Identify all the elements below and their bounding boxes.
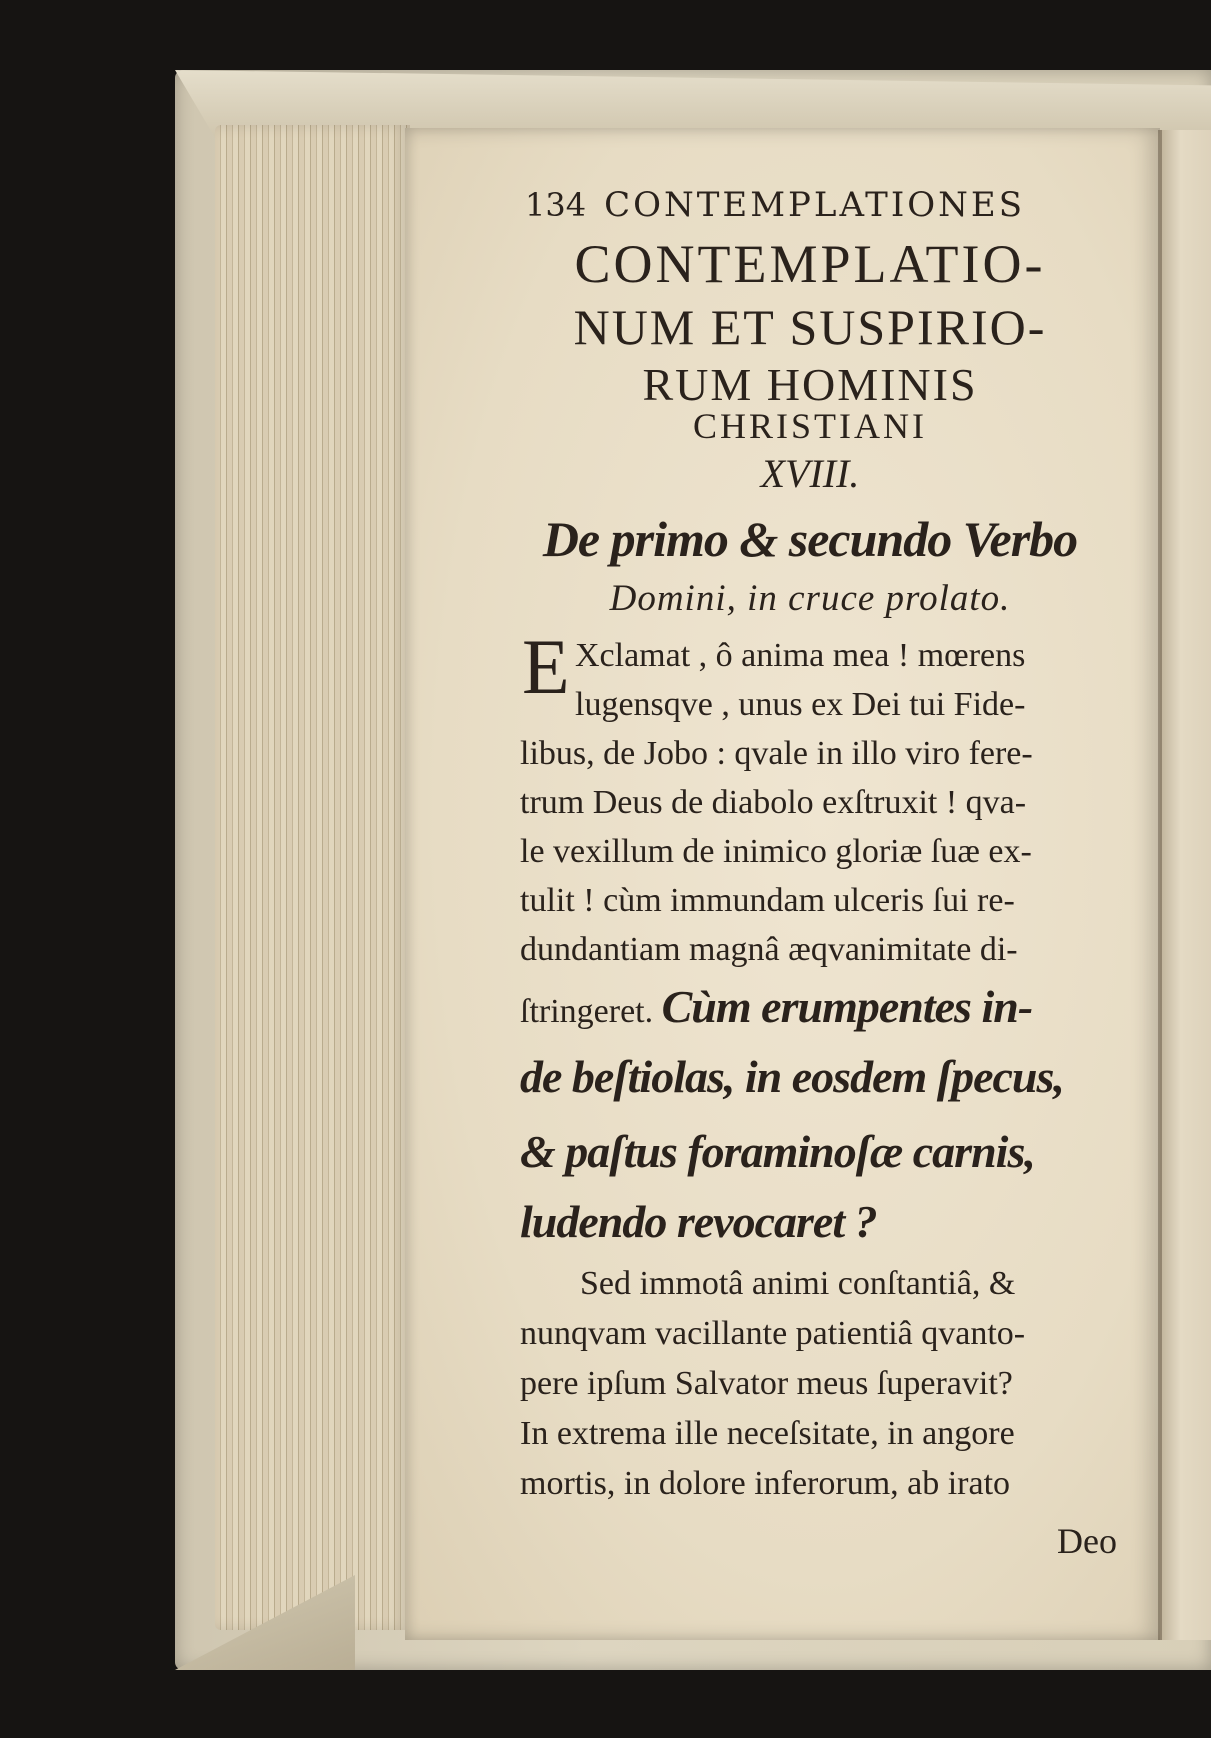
italic-line: & paſtus foraminoſæ carnis,: [520, 1126, 1035, 1177]
body-line: mortis, in dolore inferorum, ab irato: [520, 1465, 1011, 1502]
body-line: le vexillum de inimico gloriæ ſuæ ex-: [520, 833, 1032, 870]
facing-page: [1160, 130, 1211, 1640]
body-line: libus, de Jobo : qvale in illo viro fere-: [520, 735, 1033, 772]
catchword: Deo: [1057, 1521, 1117, 1561]
gutter: [1158, 130, 1162, 1640]
page-number: 134: [525, 186, 587, 224]
body-line-mixed: [520, 980, 1120, 1033]
chapter-numeral: XVIII.: [760, 451, 860, 496]
page-edges: [215, 125, 410, 1630]
body-line: dundantiam magnâ æqvanimitate di-: [520, 931, 1018, 968]
body-line: In extrema ille neceſsitate, in angore: [520, 1415, 1015, 1452]
body-line: pere ipſum Salvator meus ſuperavit?: [520, 1365, 1013, 1402]
body-line: tulit ! cùm immundam ulceris ſui re-: [520, 882, 1015, 919]
heading-line-1: CONTEMPLATIO-: [574, 234, 1046, 294]
body-line: nunqvam vacillante patientiâ qvanto-: [520, 1315, 1026, 1352]
italic-line: ludendo revocaret ?: [520, 1196, 877, 1247]
subtitle-line-2: Domini, in cruce prolato.: [609, 578, 1011, 619]
italic-text: Cùm erumpentes in-: [661, 981, 1033, 1032]
drop-cap: E: [522, 623, 570, 710]
heading-line-4: CHRISTIANI: [693, 406, 927, 446]
heading-line-3: RUM HOMINIS: [642, 359, 978, 410]
body-line: Xclamat , ô anima mea ! mœrens: [575, 637, 1026, 674]
body-line: lugensqve , unus ex Dei tui Fide-: [575, 686, 1026, 723]
running-title: CONTEMPLATIONES: [604, 185, 1026, 225]
running-head: [525, 185, 1085, 235]
subtitle-line-1: De primo & secundo Verbo: [542, 511, 1078, 567]
body-line: trum Deus de diabolo exſtruxit ! qva-: [520, 784, 1027, 821]
heading-line-2: NUM ET SUSPIRIO-: [573, 299, 1047, 355]
italic-line: de beſtiolas, in eosdem ſpecus,: [520, 1051, 1064, 1102]
body-line: Sed immotâ animi conſtantiâ, &: [580, 1265, 1016, 1302]
body-text: ſtringeret.: [520, 993, 662, 1030]
